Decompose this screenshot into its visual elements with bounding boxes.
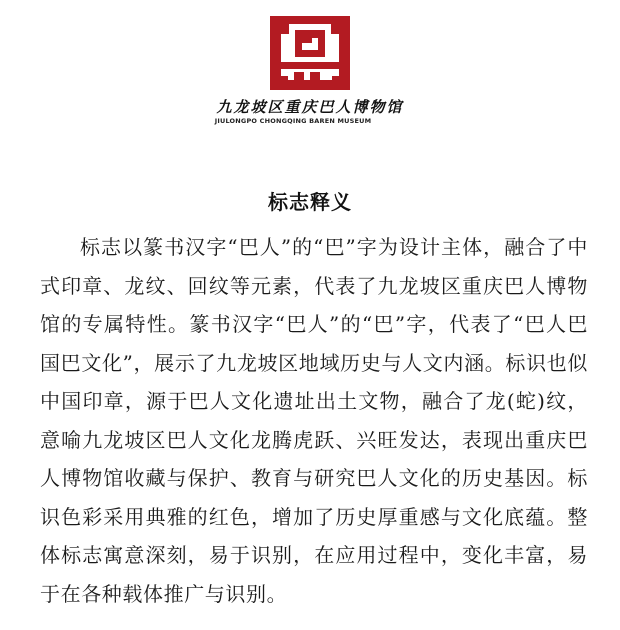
ba-seal-logo-icon (268, 14, 352, 92)
museum-name-english: JIULONGPO CHONGQING BAREN MUSEUM (214, 117, 372, 125)
section-title: 标志释义 (268, 190, 352, 214)
logo-meaning-paragraph: 标志以篆书汉字“巴人”的“巴”字为设计主体，融合了中式印章、龙纹、回纹等元素，代表了九龙坡区重庆巴人博物馆的专属特性。篆书汉字“巴人”的“巴”字，代表了“巴人巴国巴文化”，展示了九龙坡区地域历史与人文内涵。标识也似中国印章，源于巴人文化遗址出土文物，融合了龙(蛇)纹，意喻九龙坡区巴人文化龙腾虎跃、兴旺发达，表现出重庆巴人博物馆收藏与保护、教育与研究巴人文化的历史基因。标识色彩采用典雅的红色，增加了历史厚重感与文化底蕴。整体标志寓意深刻，易于识别，在应用过程中，变化丰富，易于在各种载体推广与识别。 (40, 235, 588, 606)
museum-name-chinese: 九龙坡区重庆巴人博物馆 (216, 98, 404, 116)
logo-block (0, 14, 620, 126)
